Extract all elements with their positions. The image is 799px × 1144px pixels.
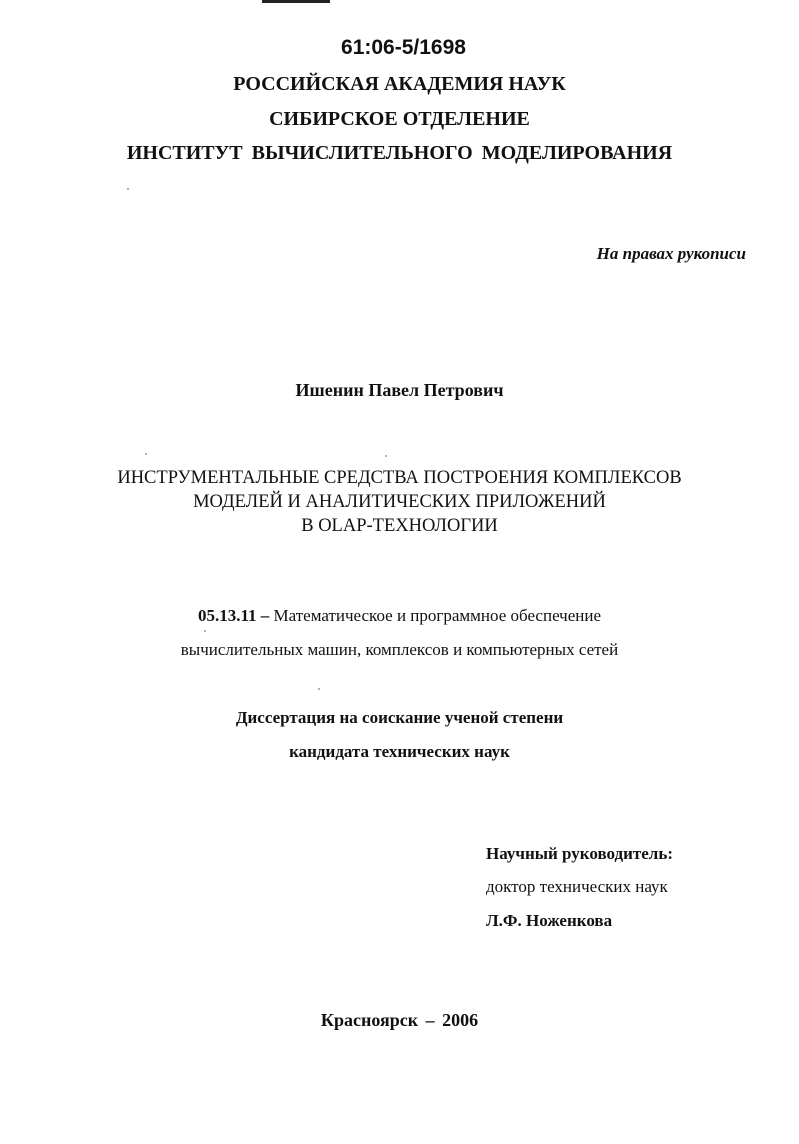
scan-speck bbox=[127, 188, 129, 190]
scan-speck bbox=[204, 630, 206, 632]
catalog-number bbox=[0, 36, 799, 60]
specialty-text-1: Математическое и программное обеспечение bbox=[273, 606, 602, 625]
supervisor-label: Научный руководитель: bbox=[486, 844, 673, 863]
dissertation-title bbox=[0, 466, 799, 538]
supervisor-rank: доктор технических наук bbox=[486, 877, 668, 896]
title-line-1: ИНСТРУМЕНТАЛЬНЫЕ СРЕДСТВА ПОСТРОЕНИЯ КОМПЛЕКСОВ bbox=[117, 468, 682, 488]
supervisor-name: Л.Ф. Ноженкова bbox=[486, 911, 613, 930]
organization-line-1: РОССИЙСКАЯ АКАДЕМИЯ НАУК bbox=[233, 73, 566, 95]
specialty-line-1 bbox=[0, 606, 799, 626]
scan-edge-mark bbox=[262, 0, 330, 3]
degree-line-1: Диссертация на соискание ученой степени bbox=[235, 708, 564, 727]
manuscript-note: На правах рукописи bbox=[596, 244, 746, 263]
author-name: Ишенин Павел Петрович bbox=[295, 380, 504, 400]
scan-speck bbox=[318, 688, 320, 690]
scan-speck bbox=[145, 453, 147, 455]
degree-line-2: кандидата технических наук bbox=[289, 742, 510, 761]
specialty-line-2: вычислительных машин, комплексов и компьютерных сетей bbox=[180, 640, 619, 659]
specialty-code: 05.13.11 bbox=[197, 606, 257, 625]
scan-speck bbox=[385, 455, 387, 457]
specialty-dash: – bbox=[256, 606, 274, 625]
title-line-2: МОДЕЛЕЙ И АНАЛИТИЧЕСКИХ ПРИЛОЖЕНИЙ bbox=[193, 492, 606, 512]
organization-line-3: ИНСТИТУТ ВЫЧИСЛИТЕЛЬНОГО МОДЕЛИРОВАНИЯ bbox=[126, 142, 673, 164]
city-year: Красноярск – 2006 bbox=[320, 1010, 479, 1030]
title-line-3: В OLAP-ТЕХНОЛОГИИ bbox=[301, 516, 498, 536]
organization-line-2: СИБИРСКОЕ ОТДЕЛЕНИЕ bbox=[269, 108, 530, 130]
catalog-number-text: 61:06-5/1698 bbox=[341, 36, 466, 59]
